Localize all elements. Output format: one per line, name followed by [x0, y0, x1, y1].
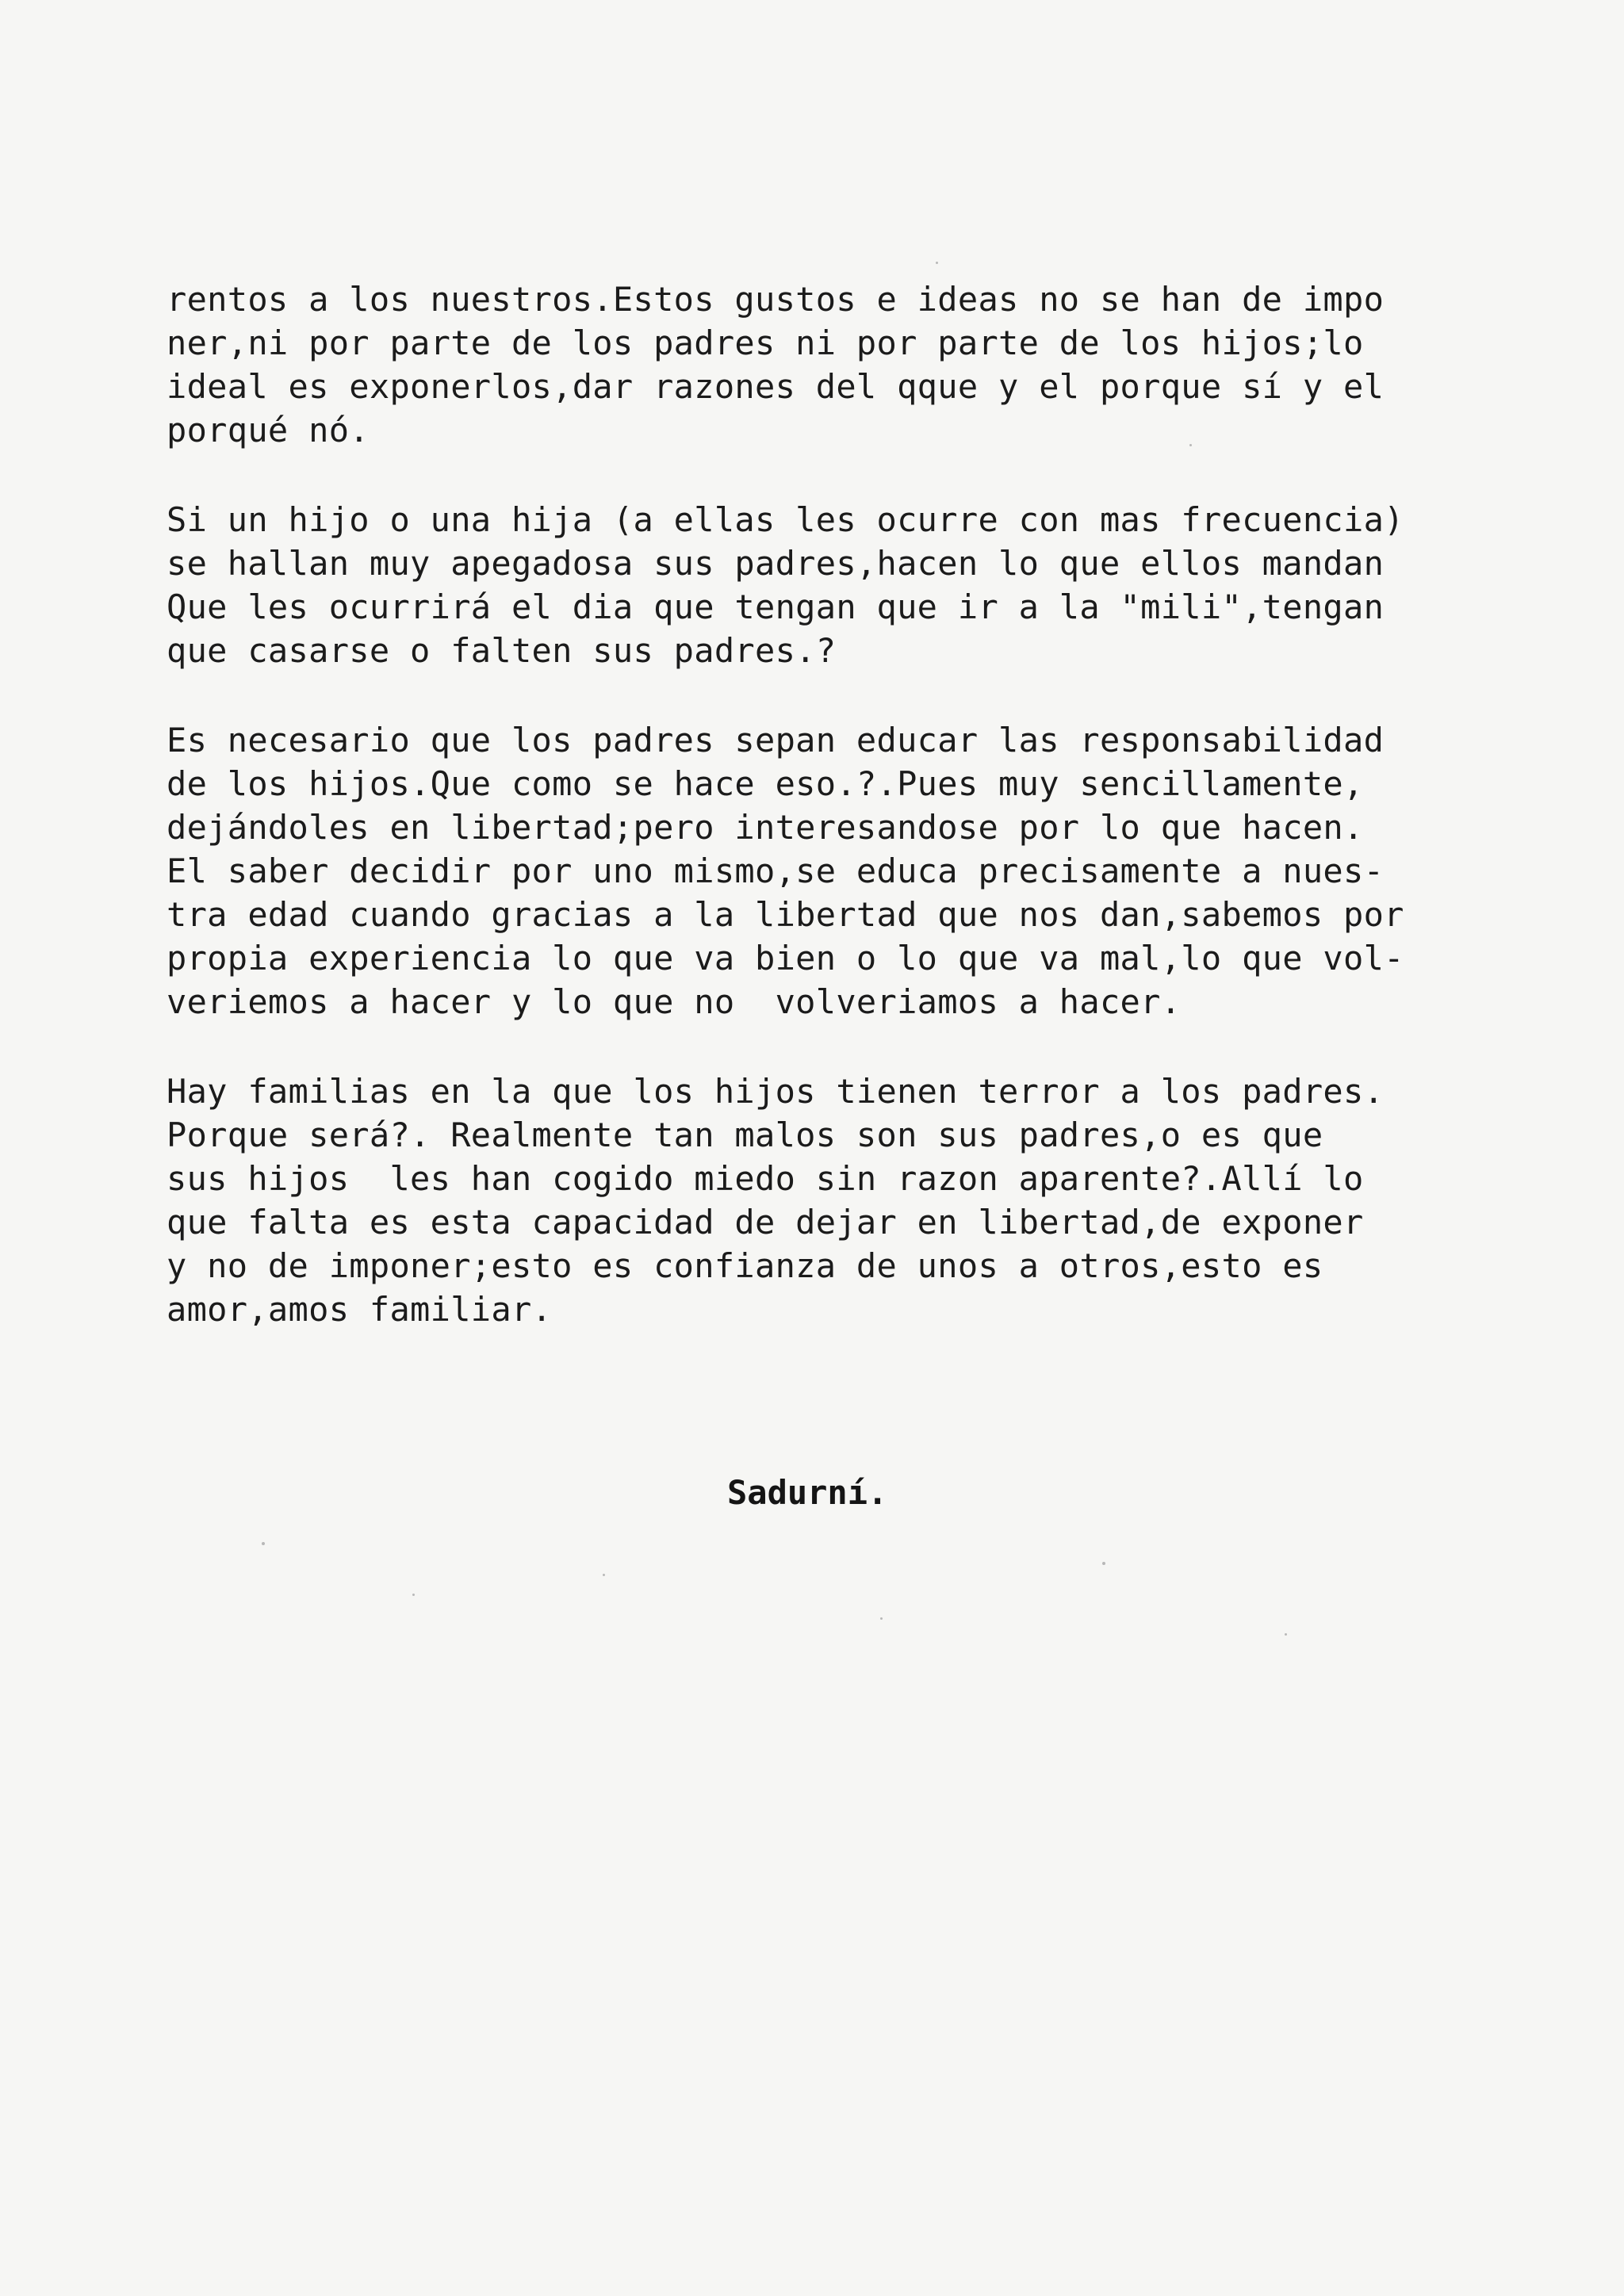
text-line: sus hijos les han cogido miedo sin razon aparente?.Allí lo	[167, 1159, 1364, 1198]
signature: Sadurní.	[727, 1473, 888, 1512]
paragraph-2	[167, 498, 1515, 672]
scan-speck	[1102, 1562, 1105, 1565]
text-line: propia experiencia lo que va bien o lo que va mal,lo que vol-	[167, 939, 1404, 978]
scan-speck	[262, 1542, 265, 1545]
scan-speck	[412, 1594, 415, 1596]
text-line: rentos a los nuestros.Estos gustos e ideas no se han de impo	[167, 280, 1385, 319]
scan-speck	[936, 262, 938, 264]
scan-speck	[880, 1617, 883, 1620]
text-line: Es necesario que los padres sepan educar las responsabilidad	[167, 721, 1385, 760]
text-line: que casarse o falten sus padres.?	[167, 631, 837, 670]
text-line: dejándoles en libertad;pero interesandose por lo que hacen.	[167, 808, 1364, 847]
text-line: se hallan muy apegadosa sus padres,hacen lo que ellos mandan	[167, 544, 1385, 583]
text-line: Si un hijo o una hija (a ellas les ocurre con mas frecuencia)	[167, 500, 1404, 539]
text-line: Porque será?. Realmente tan malos son sus padres,o es que	[167, 1115, 1323, 1154]
text-line: veriemos a hacer y lo que no volveriamos a hacer.	[167, 982, 1182, 1021]
text-line: ideal es exponerlos,dar razones del qque y el porque sí y el	[167, 367, 1385, 406]
text-line: que falta es esta capacidad de dejar en libertad,de exponer	[167, 1203, 1364, 1242]
paragraph-1	[167, 277, 1515, 452]
text-line: tra edad cuando gracias a la libertad que nos dan,sabemos por	[167, 895, 1404, 934]
text-line: de los hijos.Que como se hace eso.?.Pues muy sencillamente,	[167, 764, 1364, 803]
document-body	[167, 277, 1515, 1377]
scan-speck	[603, 1574, 605, 1576]
paragraph-3	[167, 718, 1515, 1024]
text-line: Que les ocurrirá el dia que tengan que ir a la "mili",tengan	[167, 587, 1385, 626]
text-line: El saber decidir por uno mismo,se educa precisamente a nues-	[167, 851, 1385, 890]
paragraph-4	[167, 1070, 1515, 1331]
scan-speck	[1285, 1633, 1287, 1636]
text-line: ner,ni por parte de los padres ni por parte de los hijos;lo	[167, 323, 1364, 362]
text-line: amor,amos familiar.	[167, 1290, 553, 1329]
text-line: Hay familias en la que los hijos tienen terror a los padres.	[167, 1072, 1385, 1111]
text-line: porqué nó.	[167, 411, 370, 450]
text-line: y no de imponer;esto es confianza de unos a otros,esto es	[167, 1246, 1323, 1285]
scan-speck	[1189, 444, 1192, 446]
